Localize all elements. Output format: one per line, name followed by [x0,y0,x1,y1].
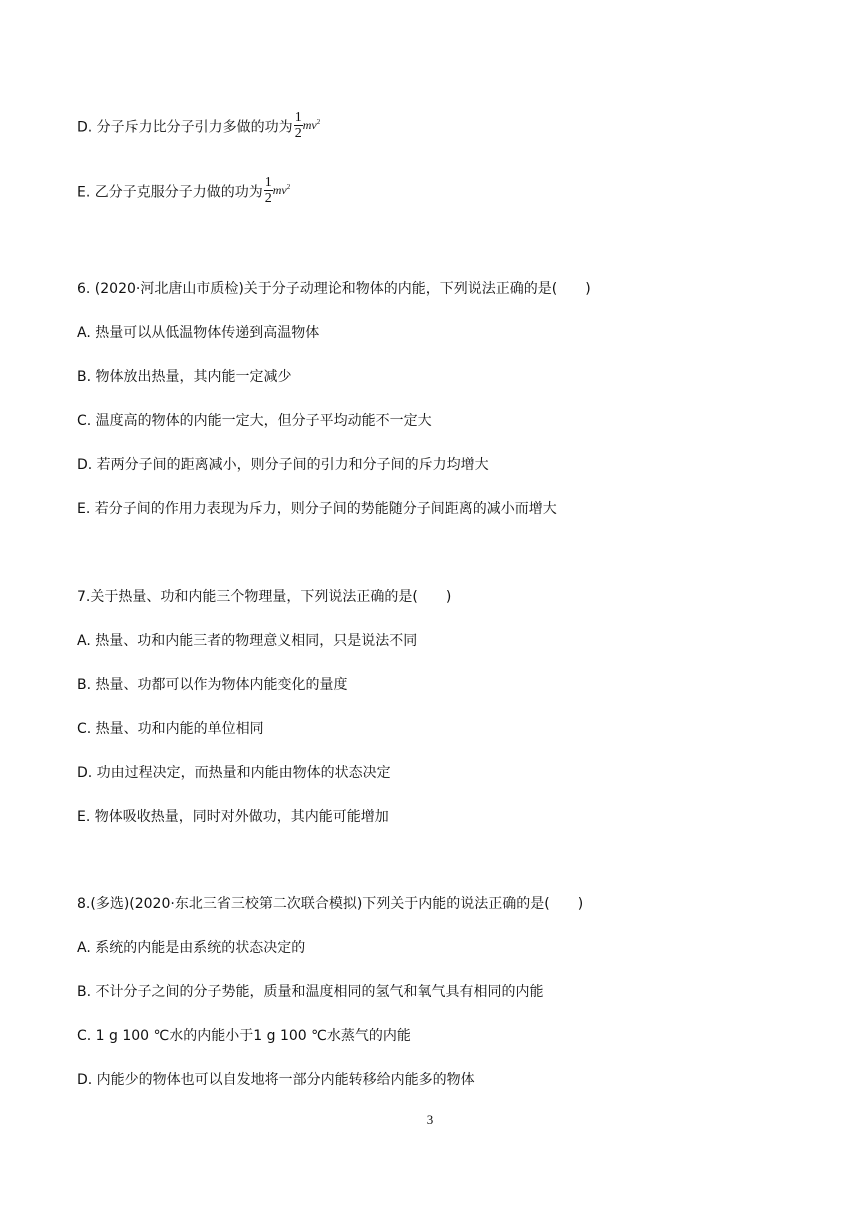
q8-option-b: B. 不计分子之间的分子势能，质量和温度相同的氢气和氧气具有相同的内能 [77,984,544,1000]
q7-option-d: D. 功由过程决定，而热量和内能由物体的状态决定 [77,765,391,781]
page-number: 3 [426,1112,434,1127]
q7-option-c: C. 热量、功和内能的单位相同 [77,721,264,737]
q5-option-d [77,112,320,143]
q8-option-d: D. 内能少的物体也可以自发地将一部分内能转移给内能多的物体 [77,1072,475,1088]
mv-squared: $mv^2$ [302,118,321,132]
fraction-one-half: $\frac{1}{2}$ [294,110,302,141]
q8-option-a: A. 系统的内能是由系统的状态决定的 [77,940,306,956]
q6-option-d: D. 若两分子间的距离减小，则分子间的引力和分子间的斥力均增大 [77,457,489,473]
q7-option-b: B. 热量、功都可以作为物体内能变化的量度 [77,677,348,693]
q6-option-c: C. 温度高的物体的内能一定大，但分子平均动能不一定大 [77,413,432,429]
q8-option-c: C. 1 g 100 ℃水的内能小于1 g 100 ℃水蒸气的内能 [77,1028,411,1044]
q6-option-a: A. 热量可以从低温物体传递到高温物体 [77,325,320,341]
q8-stem: 8.(多选)(2020·东北三省三校第二次联合模拟)下列关于内能的说法正确的是( ) [77,896,584,912]
q6-stem: 6. (2020·河北唐山市质检)关于分子动理论和物体的内能，下列说法正确的是( ) [77,281,591,297]
q7-option-e: E. 物体吸收热量，同时对外做功，其内能可能增加 [77,809,389,825]
q6-option-b: B. 物体放出热量，其内能一定减少 [77,369,292,385]
q6-option-e: E. 若分子间的作用力表现为斥力，则分子间的势能随分子间距离的减小而增大 [77,501,557,517]
q5-option-e-text: E. 乙分子克服分子力做的功为 [77,184,263,201]
q5-option-e [77,177,290,208]
q7-stem: 7.关于热量、功和内能三个物理量，下列说法正确的是( ) [77,589,452,605]
fraction-one-half: $\frac{1}{2}$ [264,175,272,206]
q7-option-a: A. 热量、功和内能三者的物理意义相同，只是说法不同 [77,633,418,649]
mv-squared: $mv^2$ [272,183,291,197]
q5-option-d-text: D. 分子斥力比分子引力多做的功为 [77,119,293,136]
